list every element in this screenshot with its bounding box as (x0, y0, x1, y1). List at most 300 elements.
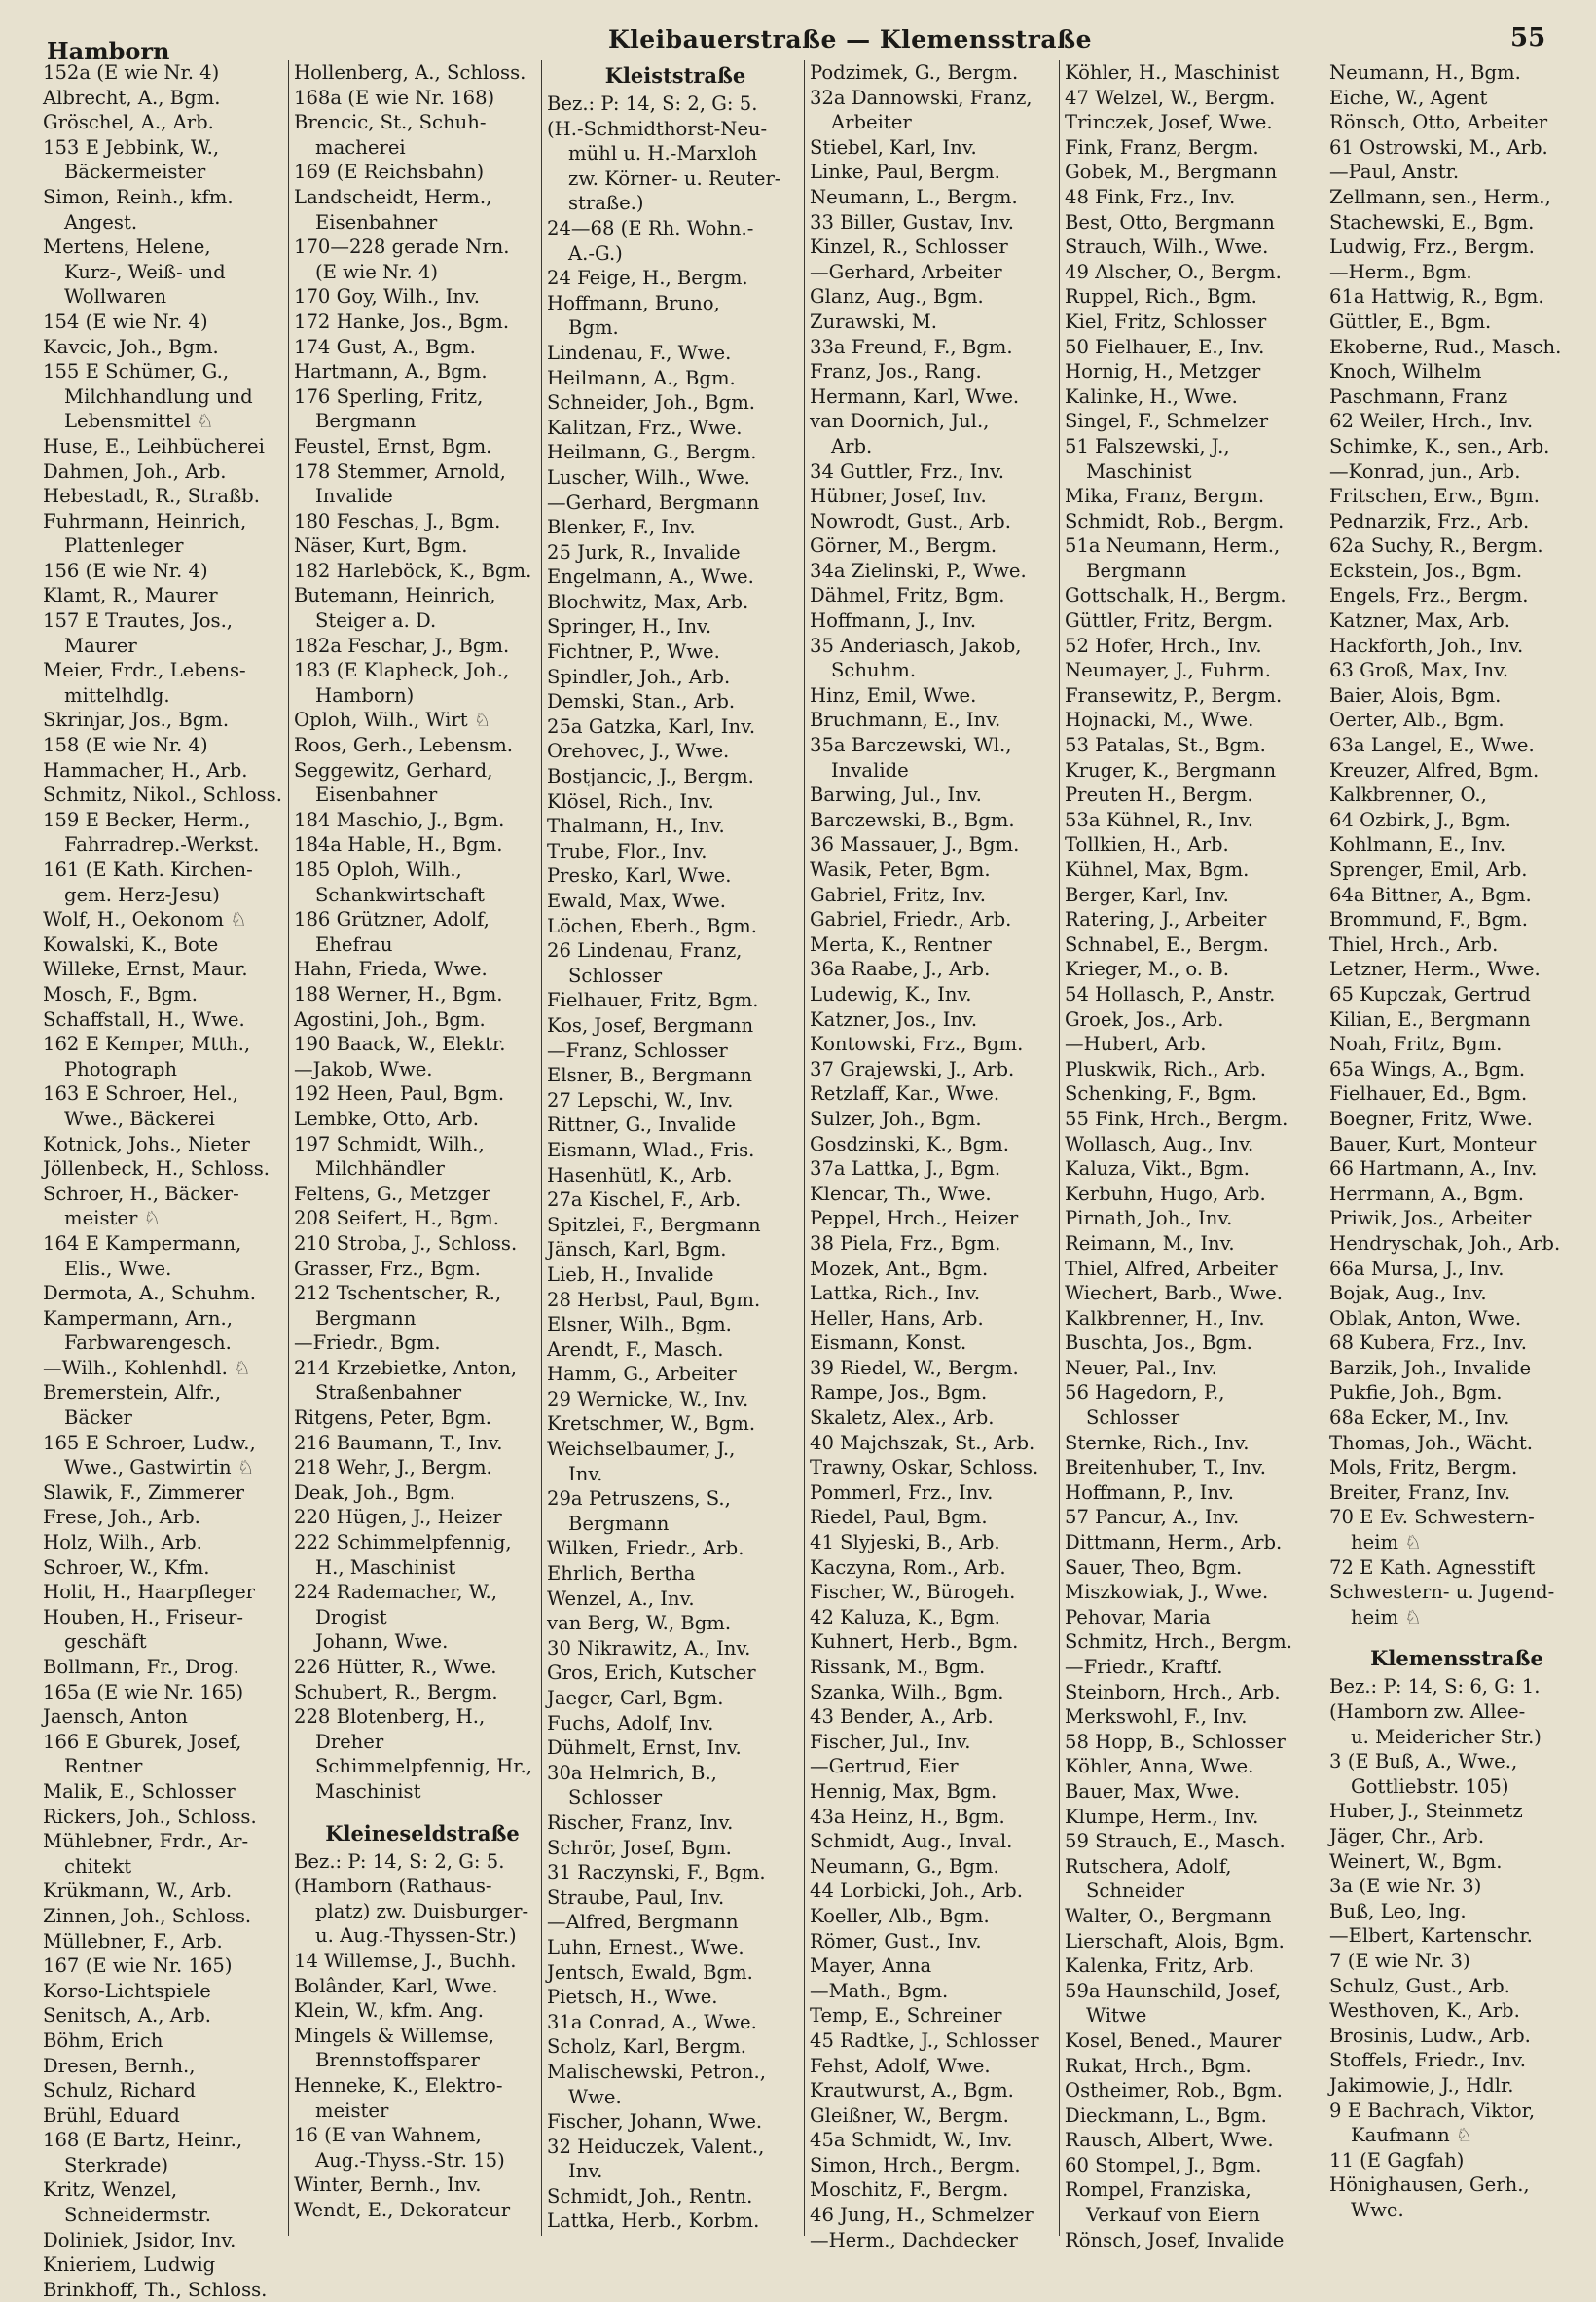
directory-entry: 32 Heiduczek, Valent., (547, 2135, 765, 2158)
directory-entry: Slawik, F., Zimmerer (43, 1480, 244, 1504)
directory-entry: Gabriel, Fritz, Inv. (810, 883, 987, 906)
directory-entry: Stoffels, Friedr., Inv. (1329, 2049, 1526, 2072)
directory-entry: Lattka, Herb., Korbm. (547, 2210, 760, 2233)
directory-entry: zw. Körner- u. Reuter- (568, 166, 781, 190)
directory-entry: 59a Haunschild, Josef, (1065, 1979, 1282, 2002)
directory-entry: 182 Harleböck, K., Bgm. (294, 559, 532, 582)
directory-entry: 220 Hügen, J., Heizer (294, 1506, 502, 1529)
directory-entry: 183 (E Klapheck, Joh., (294, 659, 510, 682)
directory-entry: (Hamborn (Rathaus- (294, 1875, 492, 1898)
directory-entry: Wasik, Peter, Bgm. (810, 859, 991, 881)
directory-entry: Hartmann, A., Bgm. (294, 360, 488, 384)
directory-entry: Agostini, Joh., Bgm. (294, 1007, 486, 1031)
directory-entry: Doliniek, Jsidor, Inv. (43, 2228, 236, 2251)
directory-entry: Stachewski, E., Bgm. (1329, 210, 1535, 234)
directory-entry: 226 Hütter, R., Wwe. (294, 1656, 497, 1678)
directory-entry: Gottliebstr. 105) (1351, 1774, 1509, 1798)
directory-entry: 55 Fink, Hrch., Bergm. (1065, 1107, 1288, 1130)
directory-entry: 158 (E wie Nr. 4) (43, 734, 208, 757)
directory-entry: (Hamborn zw. Allee- (1329, 1700, 1526, 1723)
directory-entry: Rischer, Franz, Inv. (547, 1810, 734, 1834)
directory-entry: Photograph (64, 1057, 178, 1080)
directory-entry: Kalitzan, Frz., Wwe. (547, 416, 743, 439)
directory-entry: 46 Jung, H., Schmelzer (810, 2204, 1034, 2227)
directory-entry: Hollenberg, A., Schloss. (294, 61, 526, 84)
directory-entry: Böhm, Erich (43, 2028, 163, 2052)
directory-entry: Pietsch, H., Wwe. (547, 1986, 718, 2009)
directory-entry: Hoffmann, Bruno, (547, 291, 720, 314)
directory-entry: Schmidt, Joh., Rentn. (547, 2184, 753, 2208)
directory-entry: Knieriem, Ludwig (43, 2253, 216, 2277)
directory-entry: 228 Blotenberg, H., (294, 1705, 486, 1729)
directory-entry: Angest. (64, 210, 138, 234)
directory-entry: Fink, Franz, Bergm. (1065, 135, 1259, 159)
directory-entry: 44 Lorbicki, Joh., Arb. (810, 1880, 1023, 1903)
directory-entry: Reimann, M., Inv. (1065, 1231, 1235, 1255)
directory-entry: Neumann, H., Bgm. (1329, 61, 1521, 84)
directory-entry: 36 Massauer, J., Bgm. (810, 833, 1020, 857)
directory-entry: Schlosser (568, 1786, 663, 1809)
directory-entry: Köhler, Anna, Wwe. (1065, 1755, 1254, 1778)
directory-entry: Schroer, H., Bäcker- (43, 1182, 239, 1205)
directory-entry: —Gerhard, Bergmann (547, 491, 760, 514)
directory-entry: Ehrlich, Bertha (547, 1562, 696, 1586)
directory-entry: Luhn, Ernest., Wwe. (547, 1935, 744, 1958)
directory-entry: Maschinist (1086, 459, 1192, 483)
directory-entry: Ewald, Max, Wwe. (547, 890, 727, 912)
directory-entry: Schneidermstr. (64, 2204, 211, 2227)
directory-entry: Szanka, Wilh., Bgm. (810, 1680, 1004, 1703)
directory-entry: Pednarzik, Frz., Arb. (1329, 509, 1530, 532)
directory-entry: 64 Ozbirk, J., Bgm. (1329, 808, 1511, 831)
directory-entry: 31 Raczynski, F., Bgm. (547, 1861, 766, 1884)
directory-entry: Ludwig, Frz., Bergm. (1329, 236, 1535, 259)
column-5 (1065, 60, 1320, 2251)
directory-entry: Thomas, Joh., Wächt. (1329, 1431, 1534, 1454)
directory-entry: Seggewitz, Gerhard, (294, 758, 493, 782)
directory-entry: Rutschera, Adolf, (1065, 1854, 1232, 1878)
directory-entry: (E wie Nr. 4) (315, 260, 438, 283)
directory-entry: Hermann, Karl, Wwe. (810, 384, 1020, 408)
directory-entry: Brennstoffsparer (315, 2049, 480, 2072)
directory-entry: 35 Anderiasch, Jakob, (810, 634, 1022, 657)
directory-entry: Simon, Reinh., kfm. (43, 185, 234, 208)
directory-entry: Tollkien, H., Arb. (1065, 833, 1229, 857)
directory-entry: —Franz, Schlosser (547, 1039, 728, 1062)
directory-entry: Köhler, H., Maschinist (1065, 61, 1280, 84)
directory-entry: 172 Hanke, Jos., Bgm. (294, 310, 510, 333)
directory-entry: Hübner, Josef, Inv. (810, 485, 987, 508)
directory-entry: Ehefrau (315, 932, 393, 956)
directory-entry: Krieger, M., o. B. (1065, 958, 1229, 981)
directory-entry: Singel, F., Schmelzer (1065, 410, 1269, 433)
directory-entry: Bauer, Kurt, Monteur (1329, 1132, 1537, 1155)
directory-entry: meister (315, 2099, 389, 2122)
directory-entry: Springer, H., Inv. (547, 615, 712, 639)
directory-entry: Bäcker (64, 1407, 132, 1430)
directory-entry: —Konrad, jun., Arb. (1329, 459, 1521, 483)
directory-entry: Hennig, Max, Bgm. (810, 1779, 998, 1803)
directory-entry: Ritgens, Peter, Bgm. (294, 1407, 491, 1430)
directory-entry: 63 Groß, Max, Inv. (1329, 659, 1509, 682)
directory-entry: Eiche, W., Agent (1329, 86, 1488, 109)
directory-entry: 197 Schmidt, Wilh., (294, 1132, 485, 1155)
directory-entry: Schmitz, Hrch., Bergm. (1065, 1630, 1292, 1654)
street-heading: Kleiststraße (604, 63, 746, 88)
directory-entry: Fischer, Jul., Inv. (810, 1730, 971, 1753)
directory-entry: Heilmann, A., Bgm. (547, 366, 736, 389)
directory-entry: 159 E Becker, Herm., (43, 808, 251, 831)
directory-entry: Stiebel, Karl, Inv. (810, 135, 977, 159)
directory-entry: Kaczyna, Rom., Arb. (810, 1555, 1006, 1579)
directory-entry: 182a Feschar, J., Bgm. (294, 634, 510, 657)
directory-entry: Hornig, H., Metzger (1065, 360, 1261, 384)
directory-entry: —Paul, Anstr. (1329, 161, 1460, 184)
directory-entry: —Friedr., Bgm. (294, 1332, 441, 1355)
directory-entry: Brinkhoff, Th., Schloss. (43, 2278, 268, 2301)
directory-entry: Kalenka, Fritz, Arb. (1065, 1955, 1254, 1978)
directory-entry: Barczewski, B., Bgm. (810, 808, 1015, 831)
directory-entry: Brosinis, Ludw., Arb. (1329, 2024, 1531, 2047)
directory-entry: Fielhauer, Fritz, Bgm. (547, 989, 759, 1012)
directory-entry: Eismann, Wlad., Fris. (547, 1138, 755, 1161)
directory-entry: 51a Neumann, Herm., (1065, 534, 1281, 558)
directory-entry: Jäger, Chr., Arb. (1329, 1824, 1485, 1847)
directory-entry: Trinczek, Josef, Wwe. (1065, 111, 1273, 134)
directory-entry: Güttler, E., Bgm. (1329, 310, 1492, 333)
directory-entry: —Math., Bgm. (810, 1979, 949, 2002)
directory-entry: Presko, Karl, Wwe. (547, 864, 732, 888)
directory-entry: 48 Fink, Frz., Inv. (1065, 185, 1236, 208)
directory-entry: Milchhandlung und (64, 384, 253, 408)
directory-entry: Walter, O., Bergmann (1065, 1904, 1272, 1927)
directory-entry: 161 (E Kath. Kirchen- (43, 859, 253, 881)
directory-entry: 165a (E wie Nr. 165) (43, 1680, 244, 1703)
directory-entry: Wolf, H., Oekonom ♘ (43, 908, 247, 932)
directory-entry: 28 Herbst, Paul, Bgm. (547, 1288, 761, 1311)
directory-entry: 34 Guttler, Frz., Inv. (810, 459, 1005, 483)
directory-entry: A.-G.) (568, 241, 623, 265)
column-6 (1329, 60, 1584, 2236)
directory-entry: Hönighausen, Gerh., (1329, 2174, 1530, 2197)
directory-entry: Krükmann, W., Arb. (43, 1880, 233, 1903)
directory-entry: Frese, Joh., Arb. (43, 1506, 200, 1529)
directory-entry: Temp, E., Schreiner (810, 2004, 1002, 2028)
directory-entry: Schneider (1086, 1880, 1185, 1903)
directory-entry: Korso-Lichtspiele (43, 1979, 211, 2002)
directory-entry: Dühmelt, Ernst, Inv. (547, 1736, 742, 1760)
directory-entry: 180 Feschas, J., Bgm. (294, 509, 501, 532)
directory-entry: Fischer, Johann, Wwe. (547, 2110, 763, 2134)
directory-entry: 43 Bender, A., Arb. (810, 1705, 994, 1729)
directory-entry: Pehovar, Maria (1065, 1605, 1211, 1628)
directory-entry: 154 (E wie Nr. 4) (43, 310, 208, 333)
directory-entry: Invalide (831, 758, 909, 782)
directory-entry: Schankwirtschaft (315, 883, 485, 906)
street-range-title: Kleibauerstraße — Klemensstraße (608, 25, 1092, 54)
directory-entry: Invalide (315, 485, 393, 508)
directory-entry: 61a Hattwig, R., Bgm. (1329, 285, 1544, 309)
directory-entry: Rausch, Albert, Wwe. (1065, 2129, 1274, 2152)
directory-entry: 170—228 gerade Nrn. (294, 236, 510, 259)
directory-entry: Skrinjar, Jos., Bgm. (43, 709, 230, 732)
directory-entry: 170 Goy, Wilh., Inv. (294, 285, 480, 309)
directory-entry: Kalkbrenner, H., Inv. (1065, 1306, 1265, 1330)
directory-entry: Schmidt, Rob., Bergm. (1065, 509, 1285, 532)
directory-entry: Klein, W., kfm. Ang. (294, 1999, 484, 2023)
directory-entry: Kaluza, Vikt., Bgm. (1065, 1157, 1250, 1181)
directory-entry: Kampermann, Arn., (43, 1306, 233, 1330)
directory-entry: Bgm. (568, 316, 619, 340)
directory-entry: Schimke, K., sen., Arb. (1329, 434, 1550, 457)
directory-entry: Brühl, Eduard (43, 2103, 180, 2127)
column-1 (43, 60, 282, 2301)
directory-entry: Huse, E., Leihbücherei (43, 434, 265, 457)
directory-entry: 72 E Kath. Agnesstift (1329, 1555, 1536, 1579)
directory-entry: 40 Majchszak, St., Arb. (810, 1431, 1035, 1454)
directory-entry: Sternke, Rich., Inv. (1065, 1431, 1250, 1454)
directory-entry: Groek, Jos., Arb. (1065, 1007, 1224, 1031)
directory-entry: —Alfred, Bergmann (547, 1911, 739, 1934)
directory-entry: Kuhnert, Herb., Bgm. (810, 1630, 1019, 1654)
directory-entry: 24 Feige, H., Bergm. (547, 267, 748, 290)
directory-entry: 9 E Bachrach, Viktor, (1329, 2099, 1536, 2122)
directory-entry: Mosch, F., Bgm. (43, 982, 198, 1005)
directory-entry: Kalinke, H., Wwe. (1065, 384, 1238, 408)
directory-entry: Merta, K., Rentner (810, 932, 992, 956)
directory-entry: 39 Riedel, W., Bergm. (810, 1356, 1019, 1379)
directory-entry: Pommerl, Frz., Inv. (810, 1480, 994, 1504)
street-heading: Klemensstraße (1370, 1646, 1543, 1671)
directory-entry: 166 E Gburek, Josef, (43, 1730, 242, 1753)
directory-entry: Gottschalk, H., Bergm. (1065, 584, 1287, 607)
directory-entry: Fuhrmann, Heinrich, (43, 509, 247, 532)
directory-entry: 32a Dannowski, Franz, (810, 86, 1033, 109)
directory-entry: Kretschmer, W., Bgm. (547, 1412, 756, 1436)
directory-entry: (H.-Schmidthorst-Neu- (547, 117, 768, 140)
directory-entry: Fischer, W., Bürogeh. (810, 1581, 1016, 1604)
directory-entry: Zellmann, sen., Herm., (1329, 185, 1551, 208)
directory-entry: Demski, Stan., Arb. (547, 690, 736, 713)
directory-entry: Senitsch, A., Arb. (43, 2004, 212, 2028)
directory-entry: Lebensmittel ♘ (64, 410, 214, 433)
column-3 (547, 60, 804, 2236)
directory-entry: Malik, E., Schlosser (43, 1779, 236, 1803)
directory-entry: Bojak, Aug., Inv. (1329, 1282, 1487, 1305)
directory-entry: Gleißner, W., Bergm. (810, 2103, 1009, 2127)
directory-entry: 33a Freund, F., Bgm. (810, 335, 1013, 358)
directory-entry: 188 Werner, H., Bgm. (294, 982, 503, 1005)
directory-entry: Buschta, Jos., Bgm. (1065, 1332, 1252, 1355)
directory-entry: Baier, Alois, Bgm. (1329, 683, 1502, 707)
directory-entry: 49 Alscher, O., Bergm. (1065, 260, 1282, 283)
directory-entry: Bruchmann, E., Inv. (810, 709, 1001, 732)
directory-entry: Fahrradrep.-Werkst. (64, 833, 260, 857)
directory-entry: Herrmann, A., Bgm. (1329, 1182, 1524, 1205)
directory-entry: 24—68 (E Rh. Wohn.- (547, 216, 754, 239)
directory-entry: Jentsch, Ewald, Bgm. (547, 1960, 753, 1984)
directory-entry: Priwik, Jos., Arbeiter (1329, 1207, 1532, 1230)
directory-entry: Barzik, Joh., Invalide (1329, 1356, 1532, 1379)
directory-entry: Breitenhuber, T., Inv. (1065, 1456, 1266, 1480)
directory-entry: Koeller, Alb., Bgm. (810, 1904, 990, 1927)
directory-entry: Eisenbahner (315, 784, 438, 807)
directory-entry: Wollasch, Aug., Inv. (1065, 1132, 1254, 1155)
directory-entry: Mozek, Ant., Bgm. (810, 1257, 989, 1280)
directory-entry: Dahmen, Joh., Arb. (43, 459, 227, 483)
directory-entry: Schmidt, Aug., Inval. (810, 1830, 1013, 1853)
directory-entry: Schulz, Gust., Arb. (1329, 1974, 1510, 1997)
directory-entry: Sulzer, Joh., Bgm. (810, 1107, 982, 1130)
directory-entry: Hamm, G., Arbeiter (547, 1363, 737, 1386)
directory-entry: Breiter, Franz, Inv. (1329, 1480, 1511, 1504)
directory-entry: 52 Hofer, Hrch., Inv. (1065, 634, 1262, 657)
district-title: Hamborn (47, 37, 170, 65)
directory-entry: Bergmann (315, 1306, 417, 1330)
directory-entry: 3a (E wie Nr. 3) (1329, 1875, 1482, 1898)
directory-entry: Peppel, Hrch., Heizer (810, 1207, 1019, 1230)
directory-entry: Dresen, Bernh., (43, 2054, 196, 2077)
directory-entry: Westhoven, K., Arb. (1329, 1999, 1520, 2023)
directory-entry: Dieckmann, L., Bgm. (1065, 2103, 1267, 2127)
directory-entry: Hojnacki, M., Wwe. (1065, 709, 1254, 732)
directory-entry: Wwe., Bäckerei (64, 1107, 215, 1130)
directory-entry: Katzner, Max, Arb. (1329, 609, 1510, 633)
directory-entry: 60 Stompel, J., Bgm. (1065, 2153, 1262, 2176)
directory-entry: Katzner, Jos., Inv. (810, 1007, 978, 1031)
directory-entry: Mertens, Helene, (43, 236, 211, 259)
directory-entry: Heller, Hans, Arb. (810, 1306, 984, 1330)
directory-entry: Arbeiter (831, 111, 912, 134)
directory-entry: Brommund, F., Bgm. (1329, 908, 1528, 932)
directory-entry: 30a Helmrich, B., (547, 1761, 717, 1784)
directory-entry: Müllebner, F., Arb. (43, 1929, 223, 1953)
directory-entry: Fehst, Adolf, Wwe. (810, 2054, 991, 2077)
directory-entry: Luscher, Wilh., Wwe. (547, 465, 750, 489)
directory-entry: Hackforth, Joh., Inv. (1329, 634, 1524, 657)
directory-entry: Kalkbrenner, O., (1329, 784, 1487, 807)
directory-entry: Mingels & Willemse, (294, 2024, 494, 2047)
directory-entry: Drogist (315, 1605, 387, 1628)
directory-entry: Schubert, R., Bergm. (294, 1680, 498, 1703)
directory-entry: Thiel, Hrch., Arb. (1329, 932, 1499, 956)
directory-entry: Trube, Flor., Inv. (547, 839, 707, 862)
column-4 (810, 60, 1055, 2251)
directory-entry: 66 Hartmann, A., Inv. (1329, 1157, 1538, 1181)
directory-entry: 38 Piela, Frz., Bgm. (810, 1231, 1001, 1255)
directory-entry: Sterkrade) (64, 2153, 168, 2176)
directory-entry: Trawny, Oskar, Schloss. (810, 1456, 1039, 1480)
directory-entry: Pirnath, Joh., Inv. (1065, 1207, 1233, 1230)
directory-entry: Malischewski, Petron., (547, 2060, 766, 2083)
directory-entry: 157 E Trautes, Jos., (43, 609, 234, 633)
directory-entry: Güttler, Fritz, Bergm. (1065, 609, 1274, 633)
directory-entry: Kotnick, Johs., Nieter (43, 1132, 250, 1155)
directory-entry: Hendryschak, Joh., Arb. (1329, 1231, 1561, 1255)
directory-entry: —Hubert, Arb. (1065, 1033, 1207, 1056)
directory-entry: 152a (E wie Nr. 4) (43, 61, 220, 84)
directory-entry: Kritz, Wenzel, (43, 2178, 178, 2202)
directory-entry: 61 Ostrowski, M., Arb. (1329, 135, 1548, 159)
directory-entry: 208 Seifert, H., Bgm. (294, 1207, 499, 1230)
directory-entry: Rittner, G., Invalide (547, 1114, 737, 1137)
directory-entry: 43a Heinz, H., Bgm. (810, 1805, 1005, 1828)
directory-entry: Brencic, St., Schuh- (294, 111, 487, 134)
directory-entry: 37a Lattka, J., Bgm. (810, 1157, 1001, 1181)
directory-entry: Schneider, Joh., Bgm. (547, 391, 756, 415)
directory-entry: Bergmann (315, 410, 417, 433)
directory-entry: Holit, H., Haarpfleger (43, 1581, 256, 1604)
directory-entry: Schlosser (1086, 1407, 1180, 1430)
directory-entry: Dreher (315, 1730, 384, 1753)
directory-entry: Löchen, Eberh., Bgm. (547, 914, 757, 937)
directory-entry: 59 Strauch, E., Masch. (1065, 1830, 1286, 1853)
directory-entry: Rönsch, Otto, Arbeiter (1329, 111, 1548, 134)
directory-entry: 65 Kupczak, Gertrud (1329, 982, 1531, 1005)
directory-entry: —Jakob, Wwe. (294, 1057, 433, 1080)
directory-entry: 63a Langel, E., Wwe. (1329, 734, 1535, 757)
directory-entry: Kruger, K., Bergmann (1065, 758, 1277, 782)
directory-entry: Bergmann (1086, 559, 1187, 582)
column-divider (804, 60, 805, 2236)
directory-entry: Huber, J., Steinmetz (1329, 1800, 1523, 1823)
directory-entry: 14 Willemse, J., Buchh. (294, 1949, 517, 1972)
directory-entry: Bäckermeister (64, 161, 206, 184)
directory-entry: van Berg, W., Bgm. (547, 1612, 732, 1635)
directory-entry: 30 Nikrawitz, A., Inv. (547, 1636, 751, 1660)
directory-entry: 65a Wings, A., Bgm. (1329, 1057, 1526, 1080)
directory-entry: chitekt (64, 1854, 132, 1878)
directory-entry: Bollmann, Fr., Drog. (43, 1656, 239, 1678)
directory-entry: Sauer, Theo, Bgm. (1065, 1555, 1243, 1579)
directory-entry: Oblak, Anton, Wwe. (1329, 1306, 1522, 1330)
directory-entry: Gabriel, Friedr., Arb. (810, 908, 1012, 932)
directory-entry: Thiel, Alfred, Arbeiter (1065, 1257, 1278, 1280)
directory-entry: 218 Wehr, J., Bergm. (294, 1456, 492, 1480)
directory-entry: Hebestadt, R., Straßb. (43, 485, 260, 508)
directory-entry: Feustel, Ernst, Bgm. (294, 434, 492, 457)
directory-entry: Ekoberne, Rud., Masch. (1329, 335, 1562, 358)
directory-entry: Schroer, W., Kfm. (43, 1555, 210, 1579)
directory-entry: Grasser, Frz., Bgm. (294, 1257, 481, 1280)
directory-entry: Paschmann, Franz (1329, 384, 1508, 408)
directory-entry: 31a Conrad, A., Wwe. (547, 2010, 757, 2033)
directory-entry: Elsner, B., Bergmann (547, 1064, 752, 1087)
directory-entry: Schlosser (568, 964, 663, 987)
directory-entry: Jöllenbeck, H., Schloss. (43, 1157, 271, 1181)
directory-entry: Willeke, Ernst, Maur. (43, 958, 248, 981)
directory-entry: Kohlmann, E., Inv. (1329, 833, 1506, 857)
directory-entry: Schuhm. (831, 659, 917, 682)
directory-entry: Rampe, Jos., Bgm. (810, 1381, 988, 1405)
directory-entry: Kowalski, K., Bote (43, 932, 219, 956)
directory-entry: Klumpe, Herm., Inv. (1065, 1805, 1259, 1828)
directory-entry: Jaensch, Anton (43, 1705, 188, 1729)
directory-entry: Rompel, Franziska, (1065, 2178, 1251, 2202)
directory-entry: Nowrodt, Gust., Arb. (810, 509, 1011, 532)
directory-entry: Orehovec, J., Wwe. (547, 740, 730, 763)
directory-entry: 210 Stroba, J., Schloss. (294, 1231, 518, 1255)
directory-entry: 167 (E wie Nr. 165) (43, 1955, 233, 1978)
directory-entry: 57 Pancur, A., Inv. (1065, 1506, 1240, 1529)
directory-entry: Jaeger, Carl, Bgm. (547, 1687, 724, 1709)
directory-entry: Fritschen, Erw., Bgm. (1329, 485, 1540, 508)
directory-entry: Kilian, E., Bergmann (1329, 1007, 1531, 1031)
directory-entry: Zurawski, M. (810, 310, 937, 333)
directory-entry: Straube, Paul, Inv. (547, 1885, 725, 1909)
directory-entry: Plattenleger (64, 534, 184, 558)
directory-entry: Spindler, Joh., Arb. (547, 665, 731, 688)
